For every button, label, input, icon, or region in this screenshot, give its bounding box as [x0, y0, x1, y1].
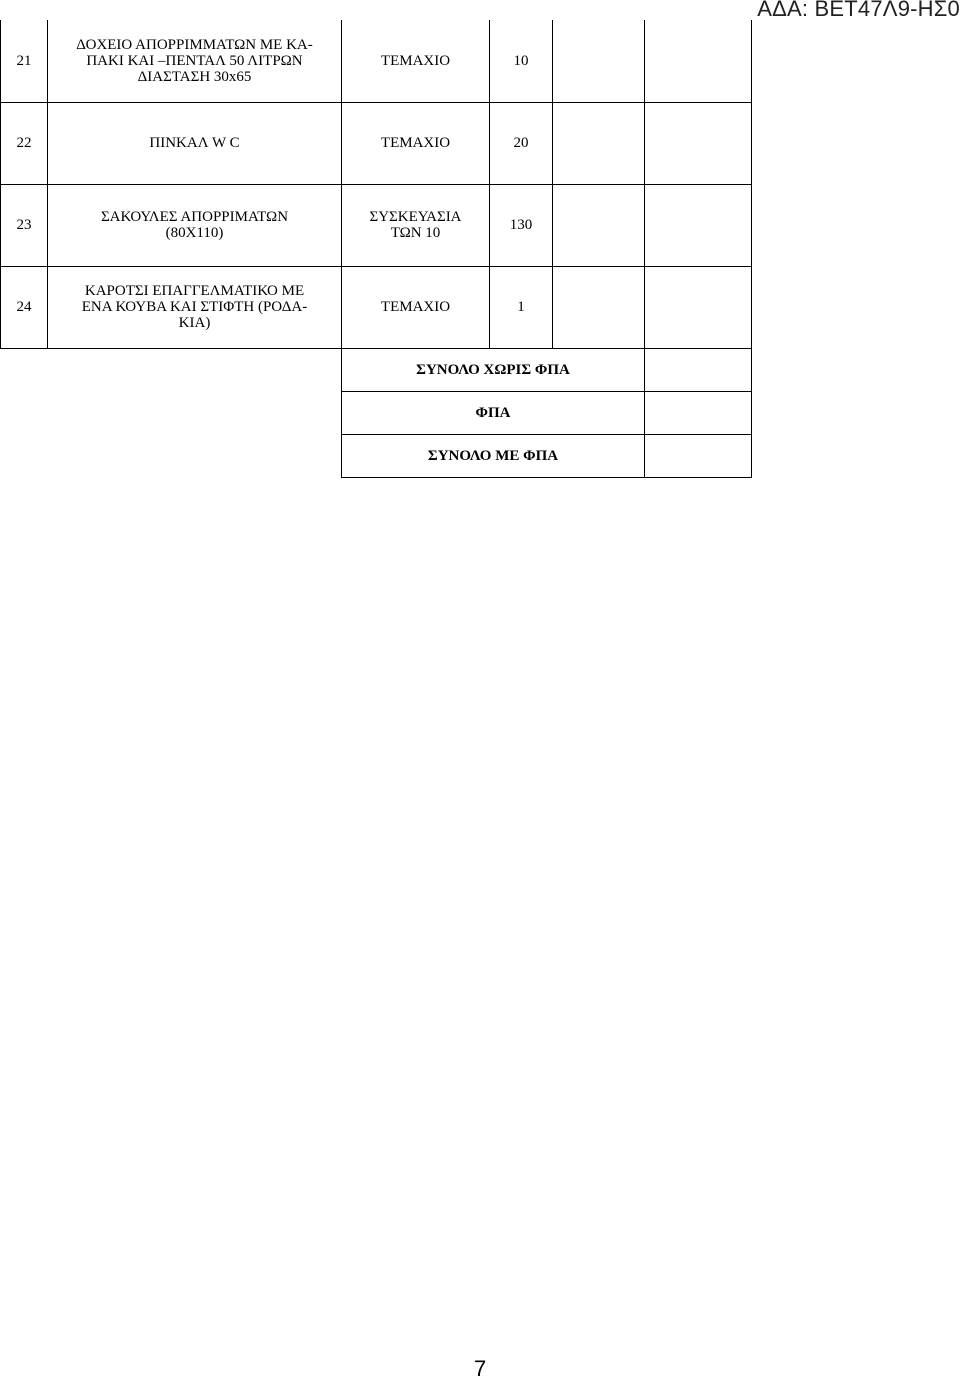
totals-row	[1, 434, 786, 477]
item-description: ΣΑΚΟΥΛΕΣ ΑΠΟΡΡΙΜΑΤΩΝ (80Χ110)	[48, 184, 342, 266]
unit-price-cell	[553, 20, 645, 102]
unit-price-cell	[553, 266, 645, 348]
total-without-vat-label: ΣΥΝΟΛΟ ΧΩΡΙΣ ΦΠΑ	[342, 348, 645, 391]
unit-price-cell	[553, 184, 645, 266]
table-row	[1, 266, 786, 348]
page-number: 7	[474, 1356, 487, 1381]
table-row	[1, 102, 786, 184]
blank-cell	[752, 266, 786, 348]
total-price-cell	[645, 20, 752, 102]
total-price-cell	[645, 184, 752, 266]
item-number: 24	[1, 266, 48, 348]
table-row	[1, 184, 786, 266]
total-price-cell	[645, 266, 752, 348]
total-without-vat-value	[645, 348, 752, 391]
item-unit: ΤΕΜΑΧΙΟ	[342, 20, 490, 102]
total-with-vat-value	[645, 434, 752, 477]
blank-cell	[752, 102, 786, 184]
ada-code: ΑΔΑ: ΒΕΤ47Λ9-ΗΣ0	[757, 0, 960, 21]
item-number: 21	[1, 20, 48, 102]
item-unit: ΣΥΣΚΕΥΑΣΙΑ ΤΩΝ 10	[342, 184, 490, 266]
items-table	[0, 20, 786, 478]
total-price-cell	[645, 102, 752, 184]
total-with-vat-label: ΣΥΝΟΛΟ ΜΕ ΦΠΑ	[342, 434, 645, 477]
totals-row	[1, 391, 786, 434]
item-quantity: 20	[490, 102, 553, 184]
totals-row	[1, 348, 786, 391]
item-description: ΔΟΧΕΙΟ ΑΠΟΡΡΙΜΜΑΤΩΝ ΜΕ ΚΑ- ΠΑΚΙ ΚΑΙ –ΠΕΝΤΑΛ 50 ΛΙΤΡΩΝ ΔΙΑΣΤΑΣΗ 30x65	[48, 20, 342, 102]
item-number: 22	[1, 102, 48, 184]
vat-value	[645, 391, 752, 434]
item-number: 23	[1, 184, 48, 266]
item-quantity: 10	[490, 20, 553, 102]
item-quantity: 1	[490, 266, 553, 348]
item-quantity: 130	[490, 184, 553, 266]
unit-price-cell	[553, 102, 645, 184]
blank-cell	[752, 20, 786, 102]
item-description: ΚΑΡΟΤΣΙ ΕΠΑΓΓΕΛΜΑΤΙΚΟ ΜΕ ΕΝΑ ΚΟΥΒΑ ΚΑΙ ΣΤΙΦΤΗ (ΡΟΔΑ- ΚΙΑ)	[48, 266, 342, 348]
blank-cell	[752, 184, 786, 266]
table-row	[1, 20, 786, 102]
item-unit: ΤΕΜΑΧΙΟ	[342, 266, 490, 348]
vat-label: ΦΠΑ	[342, 391, 645, 434]
item-unit: ΤΕΜΑΧΙΟ	[342, 102, 490, 184]
item-description: ΠΙΝΚΑΛ W C	[48, 102, 342, 184]
